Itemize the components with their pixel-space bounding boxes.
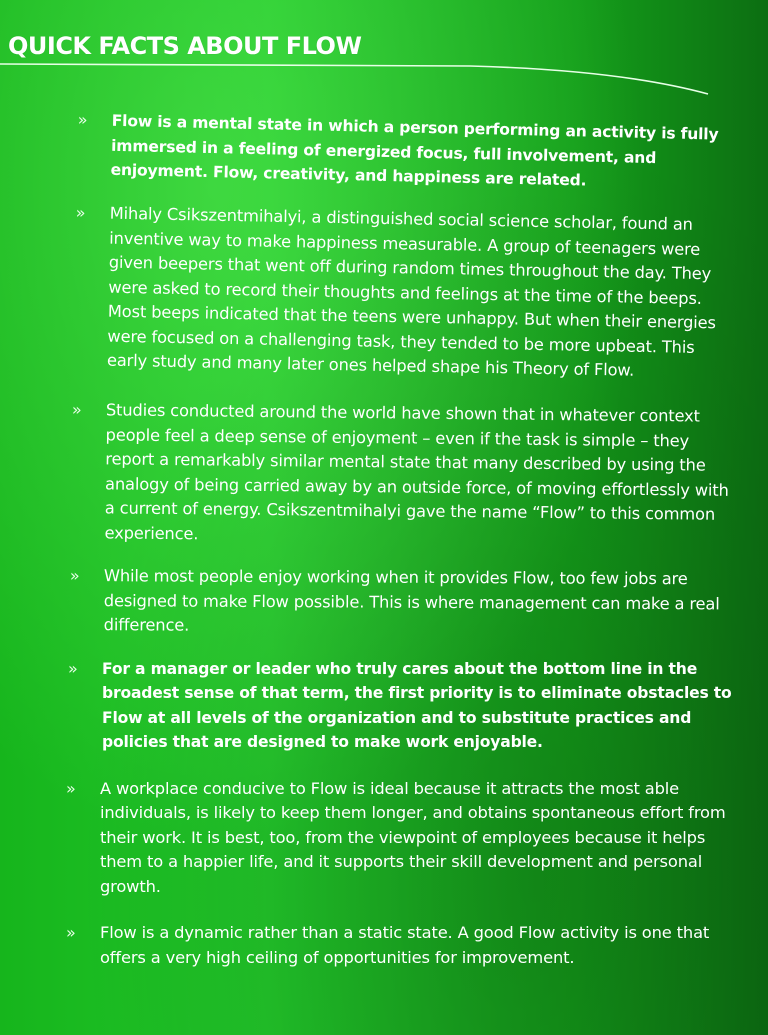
bullet-marker: » — [77, 109, 88, 130]
fact-item — [66, 777, 736, 900]
facts-list — [66, 108, 736, 989]
fact-text: Studies conducted around the world have shown that in whatever context people feel a deep sense of enjoyment – even if the task is simple – they report a remarkably similar mental state that many described by using the analogy of being carried away by an outside force, of moving effortlessly with a current of energy. Csikszentmihalyi gave the name “Flow” to this common experience. — [104, 400, 729, 543]
fact-item — [68, 657, 736, 755]
bullet-marker: » — [71, 399, 82, 420]
fact-item — [76, 108, 735, 196]
heading-underline — [0, 58, 710, 98]
page-heading: QUICK FACTS ABOUT FLOW — [8, 32, 362, 60]
bullet-marker: » — [66, 923, 76, 942]
fact-item — [66, 921, 736, 970]
fact-item — [73, 201, 736, 385]
fact-text: For a manager or leader who truly cares about the bottom line in the broadest sense of that term, the first priority is to eliminate obstacles to Flow at all levels of the organization and to substitute practices and policies that are designed to make work enjoyable. — [102, 659, 732, 751]
fact-text: Flow is a mental state in which a person performing an activity is fully immersed in a feeling of energized focus, full involvement, and enjoyment. Flow, creativity, and happiness are related. — [110, 111, 719, 190]
fact-item — [70, 398, 736, 552]
fact-text: Flow is a dynamic rather than a static state. A good Flow activity is one that offers a very high ceiling of opportunities for improvement. — [100, 923, 710, 967]
bullet-marker: » — [68, 658, 78, 678]
fact-text: A workplace conducive to Flow is ideal because it attracts the most able individuals, is likely to keep them longer, and obtains spontaneous effort from their work. It is best, too, from the viewpoint of employees because it helps them to a happier life, and it supports their skill development and personal growth. — [100, 778, 726, 896]
bullet-marker: » — [66, 778, 76, 798]
fact-text: While most people enjoy working when it provides Flow, too few jobs are designed to make Flow possible. This is where management can make a real difference. — [103, 566, 720, 635]
fact-item — [70, 564, 736, 641]
bullet-marker: » — [69, 566, 80, 586]
fact-text: Mihaly Csikszentmihalyi, a distinguished social science scholar, found an inventive way to make happiness measurable. A group of teenagers were given beepers that went off during random times throughout the day. They were asked to record their thoughts and feelings at the time of the beeps. Most beeps indicated that the teens were unhappy. But when their energies were focused on a challenging task, they tended to be more upbeat. This early study and many later ones helped shape his Theory of Flow. — [106, 203, 717, 380]
bullet-marker: » — [75, 202, 86, 222]
